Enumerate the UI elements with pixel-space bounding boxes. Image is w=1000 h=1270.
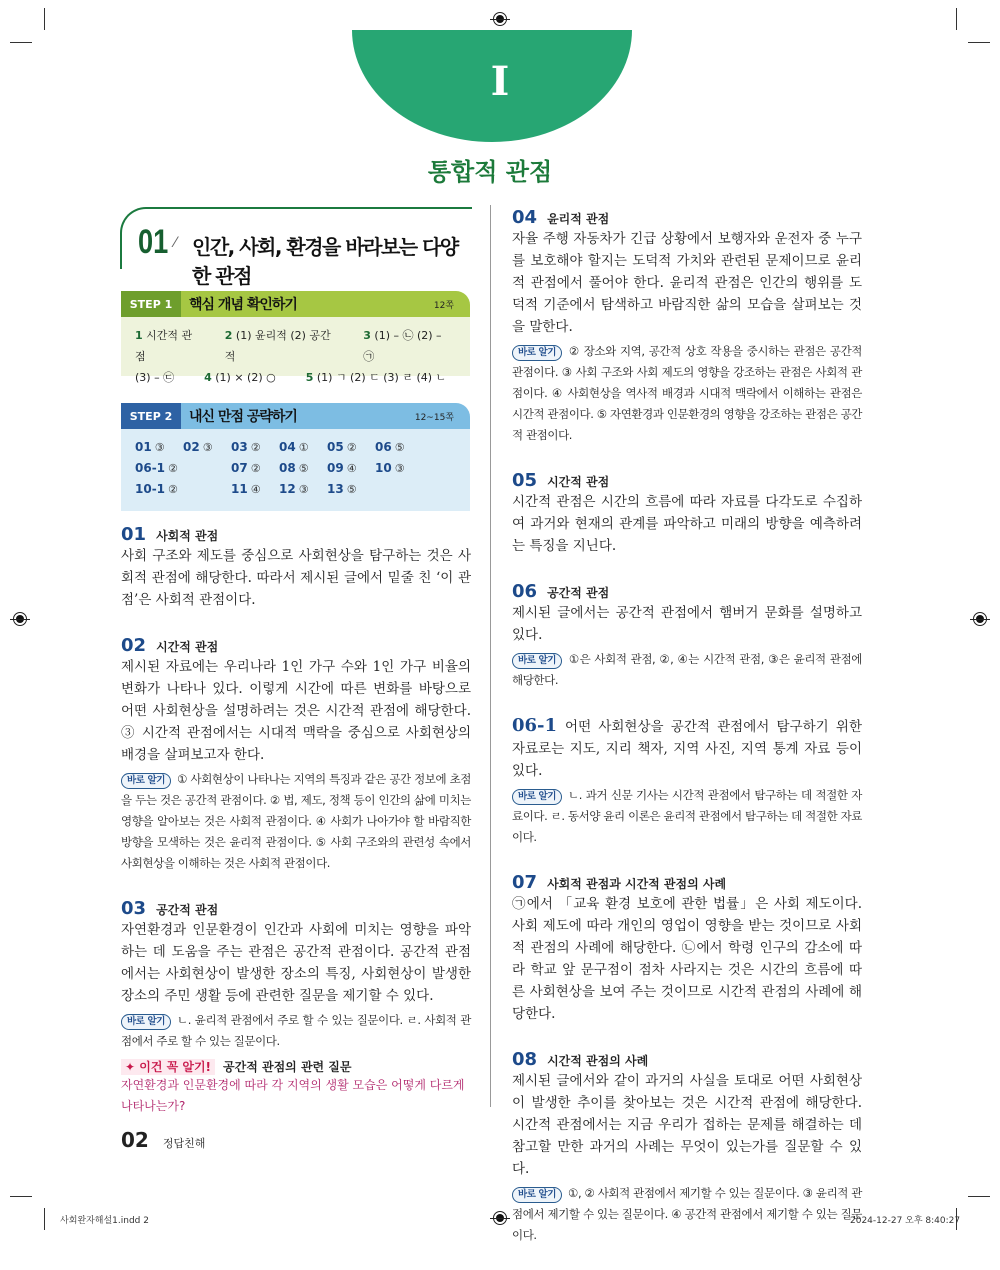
item-number: 3 (363, 329, 371, 342)
crop-mark (10, 42, 32, 43)
answer-choice: ② (250, 441, 261, 454)
step1-item (306, 367, 446, 388)
step2-answers (121, 429, 470, 511)
answer-item (279, 479, 327, 500)
answer-item (231, 479, 279, 500)
section-number: 02 (121, 635, 147, 656)
question-number: 07 (231, 461, 248, 475)
answer-item (327, 437, 375, 458)
quick-check-note (121, 1010, 471, 1052)
right-column (512, 207, 862, 1270)
registration-mark-icon (13, 612, 27, 626)
section-body: 제시된 자료에는 우리나라 1인 가구 수와 1인 가구 비율의 변화가 나타나 있다. 이렇게 시간에 따른 변화를 바탕으로 어떤 사회현상을 설명하려는 것은 시간적 관점에 해당한다. ③ 시간적 관점에서는 시대적 맥락을 중심으로 사회현상의 배경을 살펴보고자 한다. (121, 659, 471, 763)
question-number: 13 (327, 482, 344, 496)
answer-choice: ② (250, 462, 261, 475)
section-title: 공간적 관점 (547, 586, 610, 600)
item-number: 1 (135, 329, 143, 342)
crop-mark (956, 8, 957, 30)
answer-item (327, 458, 375, 479)
crop-mark (44, 1208, 45, 1230)
crop-mark (968, 42, 990, 43)
answer-section (512, 872, 862, 1025)
tip-text: 자연환경과 인문환경에 따라 각 지역의 생활 모습은 어떻게 다르게 나타나는가? (121, 1078, 465, 1113)
question-number: 11 (231, 482, 248, 496)
tip-header (121, 1058, 471, 1075)
question-number: 12 (279, 482, 296, 496)
question-number: 05 (327, 440, 344, 454)
step1-answers (121, 317, 470, 384)
note-text: ㄴ. 과거 신문 기사는 시간적 관점에서 탐구하는 데 적절한 자료이다. ㄹ. 동서양 윤리 이론은 윤리적 관점에서 탐구하는 데 적절한 자료이다. (512, 788, 862, 844)
section-header (512, 581, 862, 602)
answer-item (231, 437, 279, 458)
answer-item (135, 458, 231, 479)
step1-box (121, 291, 470, 384)
item-answer: (3) – ㉢ (135, 371, 175, 384)
answer-item (375, 479, 423, 500)
step2-page: 12~15쪽 (414, 412, 454, 423)
question-number: 08 (279, 461, 296, 475)
quick-check-note (512, 649, 862, 691)
step1-page: 12쪽 (433, 300, 454, 311)
step1-header (121, 291, 470, 317)
section-number: 01 (121, 524, 147, 545)
answer-section (512, 581, 862, 691)
tip-label: ✦ 이건 꼭 알기! (121, 1059, 215, 1075)
section-header (512, 207, 862, 228)
section-body: 자연환경과 인문환경이 인간과 사회에 미치는 영향을 파악하는 데 도움을 주는 관점은 공간적 관점이다. 공간적 관점에서는 사회현상이 발생한 장소의 특징, 사회현상이 발생한 장소의 주민 생활 등에 관련한 질문을 제기할 수 있다. (121, 922, 471, 1004)
step1-row (135, 325, 456, 367)
slug-timestamp: 2024-12-27 오후 8:40:27 (850, 1216, 961, 1226)
section-header (121, 635, 471, 656)
step2-title: 내신 만점 공략하기 (189, 409, 297, 425)
footer (121, 1128, 205, 1152)
answer-item (279, 458, 327, 479)
answer-section (512, 1049, 862, 1246)
section-body: 사회 구조와 제도를 중심으로 사회현상을 탐구하는 것은 사회적 관점에 해당한다. 따라서 제시된 글에서 밑줄 친 ‘이 관점’은 사회적 관점이다. (121, 548, 471, 608)
quick-check-badge: 바로 알기 (512, 789, 562, 805)
answer-item (375, 458, 423, 479)
answer-choice: ③ (154, 441, 165, 454)
section-body: 시간적 관점은 시간의 흐름에 따라 자료를 다각도로 수집하여 과거와 현재의 관계를 파악하고 미래의 방향을 예측하려는 특징을 지닌다. (512, 494, 862, 554)
section-number: 05 (512, 470, 538, 491)
note-text: ㄴ. 윤리적 관점에서 주로 할 수 있는 질문이다. ㄹ. 사회적 관점에서 주로 할 수 있는 질문이다. (121, 1013, 471, 1048)
chapter-header (120, 207, 472, 288)
quick-check-badge: 바로 알기 (512, 1187, 562, 1203)
quick-check-note (512, 785, 862, 848)
answer-choice: ① (298, 441, 309, 454)
section-header (512, 872, 862, 893)
slug-filename: 사회완자해설1.indd 2 (60, 1216, 149, 1226)
item-answer: (1) × (2) ○ (215, 371, 276, 384)
item-answer: (1) ㄱ (2) ㄷ (3) ㄹ (4) ㄴ (316, 371, 447, 384)
answer-section (121, 524, 471, 611)
answer-item (183, 437, 231, 458)
answer-section (121, 898, 471, 1117)
section-text: 어떤 사회현상을 공간적 관점에서 탐구하기 위한 자료로는 지도, 지리 책자, 지역 사진, 지역 통계 자료 등이 있다. (512, 719, 862, 779)
note-text: ② 장소와 지역, 공간적 상호 작용을 중시하는 관점은 공간적 관점이다. ③ 사회 구조와 사회 제도의 영향을 강조하는 관점은 사회적 관점이다. ④ 사회현상을 역사적 배경과 시대적 맥락에서 이해하는 관점은 시간적 관점이다. ⑤ 자연환경과 인문환경의 영향을 강조하는 관점은 공간적 관점이다. (512, 344, 862, 442)
section-body (512, 715, 862, 782)
question-number: 06-1 (135, 461, 166, 475)
answer-choice: ③ (394, 462, 405, 475)
answer-choice: ② (168, 483, 178, 496)
question-number: 10 (375, 461, 392, 475)
section-body: ㉠에서 「교육 환경 보호에 관한 법률」은 사회 제도이다. 사회 제도에 따라 개인의 영업이 영향을 받는 것이므로 사회적 관점의 사례에 해당한다. ㉡에서 학령 인구의 감소에 따라 학교 앞 문구점이 점차 사라지는 것은 시간의 흐름에 따른 사회현상을 보여 주는 것이므로 시간적 관점의 사례에 해당한다. (512, 896, 862, 1022)
section-header (121, 898, 471, 919)
answer-item (279, 437, 327, 458)
section-header (512, 470, 862, 491)
book-label: 정답친해 (162, 1137, 206, 1150)
question-number: 04 (279, 440, 296, 454)
part-title: 통합적 관점 (427, 158, 553, 186)
answer-item (231, 458, 279, 479)
quick-check-badge: 바로 알기 (512, 653, 562, 669)
question-number: 10-1 (135, 482, 166, 496)
section-title: 사회적 관점 (156, 529, 219, 543)
section-number: 03 (121, 898, 147, 919)
answer-choice: ④ (250, 483, 261, 496)
answer-choice: ② (168, 462, 178, 475)
slash-icon: ⁄ (174, 235, 177, 251)
answer-choice: ③ (202, 441, 213, 454)
note-text: ①, ② 사회적 관점에서 제기할 수 있는 질문이다. ③ 윤리적 관점에서 제기할 수 있는 질문이다. ④ 공간적 관점에서 제기할 수 있는 질문이다. (512, 1186, 862, 1242)
section-title: 윤리적 관점 (547, 212, 610, 226)
chapter-title: 인간, 사회, 환경을 바라보는 다양한 관점 (192, 235, 458, 288)
chapter-number: 01 (138, 223, 169, 261)
step1-title: 핵심 개념 확인하기 (189, 297, 297, 313)
step2-header (121, 403, 470, 429)
step1-item (204, 367, 276, 388)
question-number: 02 (183, 440, 200, 454)
section-number: 06 (512, 581, 538, 602)
section-header (121, 524, 471, 545)
section-number: 08 (512, 1049, 538, 1070)
answer-section (512, 715, 862, 848)
answer-choice: ③ (298, 483, 309, 496)
item-number: 4 (204, 371, 212, 384)
crop-mark (10, 1196, 32, 1197)
step1-label: STEP 1 (121, 291, 181, 317)
item-number: 5 (305, 371, 314, 384)
step1-row (135, 367, 456, 388)
section-title: 시간적 관점의 사례 (547, 1054, 649, 1068)
answer-item (375, 437, 423, 458)
registration-mark-icon (973, 612, 987, 626)
section-number: 06-1 (512, 715, 558, 736)
answer-item (135, 479, 231, 500)
section-title: 사회적 관점과 시간적 관점의 사례 (547, 877, 727, 891)
step1-item (135, 367, 174, 388)
section-title: 시간적 관점 (547, 475, 610, 489)
registration-mark-icon (493, 1211, 507, 1225)
item-answer: 시간적 관점 (135, 329, 193, 363)
quick-check-note (512, 1183, 862, 1246)
item-answer: (1) – ㉡ (2) – ㉠ (363, 329, 442, 363)
column-divider (490, 205, 491, 1107)
item-answer: (1) 윤리적 (2) 공간적 (224, 329, 331, 363)
section-number: 07 (512, 872, 538, 893)
section-body: 자율 주행 자동차가 긴급 상황에서 보행자와 운전자 중 누구를 보호해야 할지는 도덕적 가치와 관련된 문제이므로 윤리적 관점에서 풀어야 한다. 윤리적 관점은 인간의 행위를 도덕적 기준에서 탐색하고 바람직한 삶의 모습을 살펴보는 것을 말한다. (512, 231, 862, 335)
answer-choice: ⑤ (298, 462, 309, 475)
question-number: 06 (375, 440, 392, 454)
section-title: 시간적 관점 (156, 640, 219, 654)
step2-label: STEP 2 (121, 403, 181, 429)
answer-choice: ⑤ (346, 483, 357, 496)
crop-mark (44, 8, 45, 30)
item-number: 2 (224, 329, 233, 342)
quick-check-badge: 바로 알기 (121, 1014, 171, 1030)
part-roman-numeral: I (490, 58, 510, 105)
note-text: ① 사회현상이 나타나는 지역의 특징과 같은 공간 정보에 초점을 두는 것은 공간적 관점이다. ② 법, 제도, 정책 등이 인간의 삶에 미치는 영향을 알아보는 것은 사회적 관점이다. ④ 사회가 나아가야 할 바람직한 방향을 모색하는 것은 윤리적 관점이다. ⑤ 사회 구조와의 관련성 속에서 사회현상을 이해하는 것은 사회적 관점이다. (121, 772, 471, 870)
answer-section (121, 635, 471, 874)
answer-item (327, 479, 375, 500)
note-text: ①은 사회적 관점, ②, ④는 시간적 관점, ③은 윤리적 관점에 해당한다. (512, 652, 862, 687)
section-number: 04 (512, 207, 538, 228)
step1-item (225, 325, 342, 367)
quick-check-badge: 바로 알기 (512, 345, 562, 361)
section-header (512, 1049, 862, 1070)
step1-item (135, 325, 203, 367)
page-number: 02 (121, 1128, 149, 1152)
answer-section (512, 207, 862, 446)
quick-check-note (121, 769, 471, 874)
tip-title: 공간적 관점의 관련 질문 (223, 1060, 352, 1074)
answer-choice: ⑤ (394, 441, 405, 454)
quick-check-note (512, 341, 862, 446)
question-number: 03 (231, 440, 248, 454)
left-column (121, 524, 471, 1141)
registration-mark-icon (493, 12, 507, 26)
crop-mark (968, 1196, 990, 1197)
question-number: 09 (327, 461, 344, 475)
quick-check-badge: 바로 알기 (121, 773, 171, 789)
step1-item (363, 325, 456, 367)
step2-box (121, 403, 470, 511)
section-title: 공간적 관점 (156, 903, 219, 917)
section-body: 제시된 글에서는 공간적 관점에서 햄버거 문화를 설명하고 있다. (512, 605, 862, 643)
answer-choice: ② (346, 441, 357, 454)
section-body: 제시된 글에서와 같이 과거의 사실을 토대로 어떤 사회현상이 발생한 추이를 찾아보는 것은 시간적 관점에 해당한다. 시간적 관점에서는 지금 우리가 접하는 문제를 해결하는 데 참고할 만한 과거의 사례는 무엇이 있는가를 질문할 수 있다. (512, 1073, 862, 1177)
answer-item (135, 437, 183, 458)
answer-section (512, 470, 862, 557)
answer-choice: ④ (346, 462, 357, 475)
question-number: 01 (135, 440, 152, 454)
